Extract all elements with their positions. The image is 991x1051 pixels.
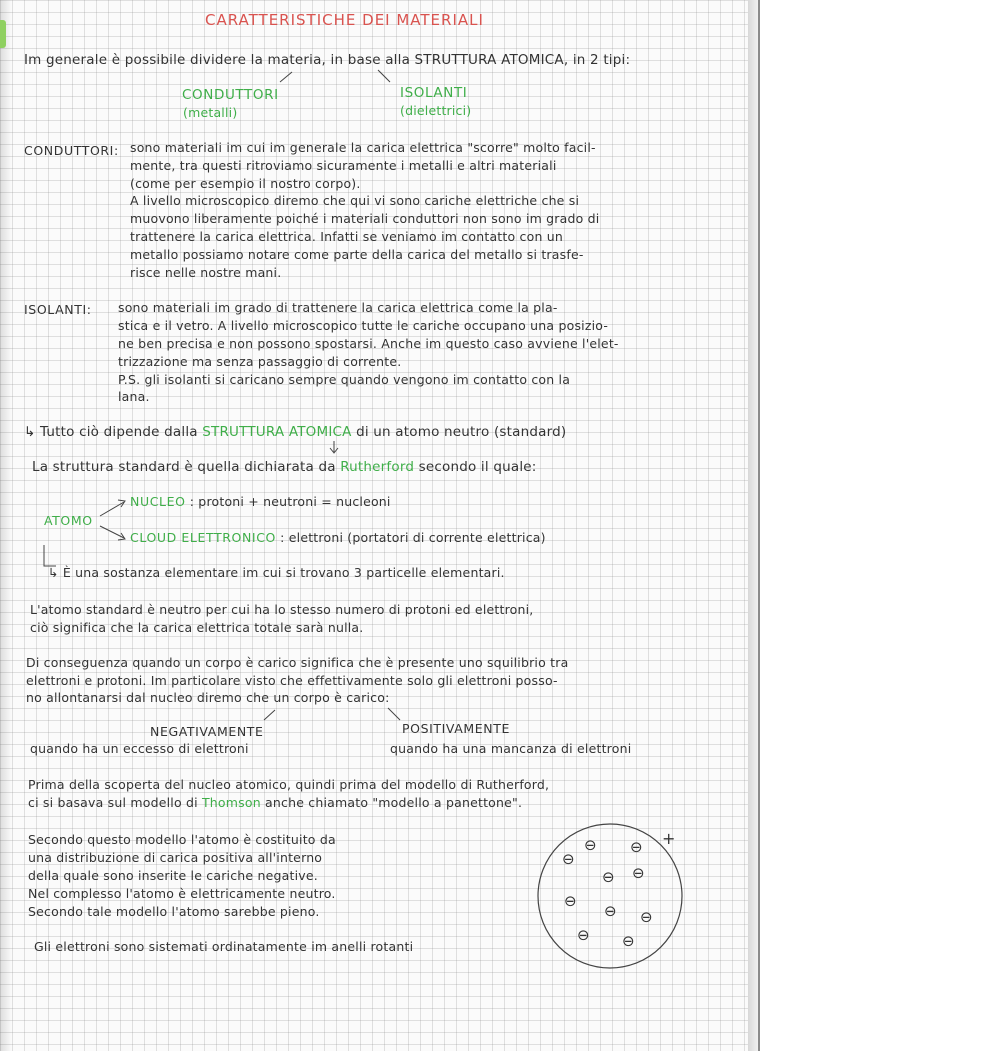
conduttori-line: (come per esempio il nostro corpo). <box>130 176 361 191</box>
electron-minus: ⊖ <box>604 902 617 920</box>
conduttori-line: sono materiali im cui im generale la carica elettrica "scorre" molto facil- <box>130 140 596 155</box>
atomo-label: ATOMO <box>44 513 93 528</box>
isolanti-line: stica e il vetro. A livello microscopico tutte le cariche occupano una posizio- <box>118 318 609 333</box>
plus-sign: + <box>662 829 676 848</box>
isolanti-term: ISOLANTI <box>400 85 468 101</box>
electron-minus: ⊖ <box>577 926 590 944</box>
conduttori-label: CONDUTTORI: <box>24 143 119 158</box>
electron-minus: ⊖ <box>630 838 643 856</box>
rutherford-post: secondo il quale: <box>418 459 537 475</box>
positivamente-desc: quando ha una mancanza di elettroni <box>390 741 632 756</box>
branch-line <box>378 70 390 82</box>
cloud-arrow <box>100 526 124 538</box>
isolanti-line: trizzazione ma senza passaggio di corrente. <box>118 354 402 369</box>
neutro-line: ciò significa che la carica elettrica totale sarà nulla. <box>30 620 364 635</box>
conduttori-subterm: (metalli) <box>183 105 238 120</box>
modello-line: Nel complesso l'atomo è elettricamente neutro. <box>28 886 336 901</box>
arrow-glyph: ↳ <box>24 424 36 440</box>
isolanti-line: lana. <box>118 389 150 404</box>
isolanti-subterm: (dielettrici) <box>400 103 472 118</box>
thomson-highlight: Thomson <box>201 795 261 810</box>
electron-minus: ⊖ <box>632 864 645 882</box>
electron-minus: ⊖ <box>584 836 597 854</box>
conduttori-line: risce nelle nostre mani. <box>130 265 282 280</box>
nucleo-label: NUCLEO <box>130 494 186 509</box>
intro-line: Im generale è possibile dividere la materia, in base alla STRUTTURA ATOMICA, in 2 tipi: <box>24 52 631 68</box>
conduttori-line: mente, tra questi ritroviamo sicuramente i metalli e altri materiali <box>130 158 557 173</box>
cloud-desc: : elettroni (portatori di corrente elettrica) <box>280 530 546 545</box>
thomson-post: anche chiamato "modello a panettone". <box>265 795 523 810</box>
neutro-line: L'atomo standard è neutro per cui ha lo stesso numero di protoni ed elettroni, <box>30 602 534 617</box>
negativamente-desc: quando ha un eccesso di elettroni <box>30 741 249 756</box>
electron-minus: ⊖ <box>562 850 575 868</box>
conduttori-line: muovono liberamente poiché i materiali conduttori non sono im grado di <box>130 211 600 226</box>
nucleo-desc: : protoni + neutroni = nucleoni <box>189 494 391 509</box>
isolanti-line: ne ben precisa e non possono spostarsi. Anche im questo caso avviene l'elet- <box>118 336 619 351</box>
anelli-line: Gli elettroni sono sistemati ordinatamente im anelli rotanti <box>34 939 414 954</box>
struttura-highlight: STRUTTURA ATOMICA <box>202 424 352 440</box>
modello-line: Secondo questo modello l'atomo è costituito da <box>28 832 336 847</box>
atomo-note: ↳ È una sostanza elementare im cui si trovano 3 particelle elementari. <box>48 565 505 580</box>
negativamente-label: NEGATIVAMENTE <box>150 724 264 739</box>
note-hook <box>44 545 56 566</box>
electron-group <box>562 836 653 950</box>
rutherford-highlight: Rutherford <box>340 459 415 475</box>
branch-line <box>280 72 292 82</box>
positivamente-label: POSITIVAMENTE <box>402 721 510 736</box>
conseguenza-line: elettroni e protoni. Im particolare visto che effettivamente solo gli elettroni posso- <box>26 673 558 688</box>
conseguenza-line: Di conseguenza quando un corpo è carico significa che è presente uno squilibrio tra <box>26 655 569 670</box>
isolanti-line: sono materiali im grado di trattenere la carica elettrica come la pla- <box>118 300 558 315</box>
electron-minus: ⊖ <box>602 868 615 886</box>
atom-circle <box>538 824 682 968</box>
conduttori-term: CONDUTTORI <box>182 87 279 103</box>
conduttori-line: metallo possiamo notare come parte della carica del metallo si trasfe- <box>130 247 584 262</box>
rutherford-pre: La struttura standard è quella dichiarata da <box>32 459 336 475</box>
cloud-label: CLOUD ELETTRONICO <box>130 530 276 545</box>
modello-line: della quale sono inserite le cariche negative. <box>28 868 318 883</box>
thomson-pre: ci si basava sul modello di <box>28 795 198 810</box>
isolanti-label: ISOLANTI: <box>24 302 92 317</box>
branch-line <box>264 710 275 720</box>
thomson-atom-diagram <box>522 820 712 980</box>
isolanti-line: P.S. gli isolanti si caricano sempre quando vengono im contatto con la <box>118 372 571 387</box>
electron-minus: ⊖ <box>640 908 653 926</box>
struttura-post: di un atomo neutro (standard) <box>356 424 567 440</box>
electron-minus: ⊖ <box>622 932 635 950</box>
modello-line: Secondo tale modello l'atomo sarebbe pieno. <box>28 904 320 919</box>
thomson-line: Prima della scoperta del nucleo atomico, quindi prima del modello di Rutherford, <box>28 777 550 792</box>
conduttori-line: trattenere la carica elettrica. Infatti se veniamo im contatto con un <box>130 229 563 244</box>
branch-line <box>388 708 400 720</box>
modello-line: una distribuzione di carica positiva all'interno <box>28 850 323 865</box>
nucleo-arrow <box>100 502 124 516</box>
struttura-pre: Tutto ciò dipende dalla <box>40 424 198 440</box>
conduttori-line: A livello microscopico diremo che qui vi sono cariche elettriche che si <box>130 193 580 208</box>
electron-minus: ⊖ <box>564 892 577 910</box>
conseguenza-line: no allontanarsi dal nucleo diremo che un corpo è carico: <box>26 690 390 705</box>
page-title: CARATTERISTICHE DEI MATERIALI <box>205 11 484 29</box>
